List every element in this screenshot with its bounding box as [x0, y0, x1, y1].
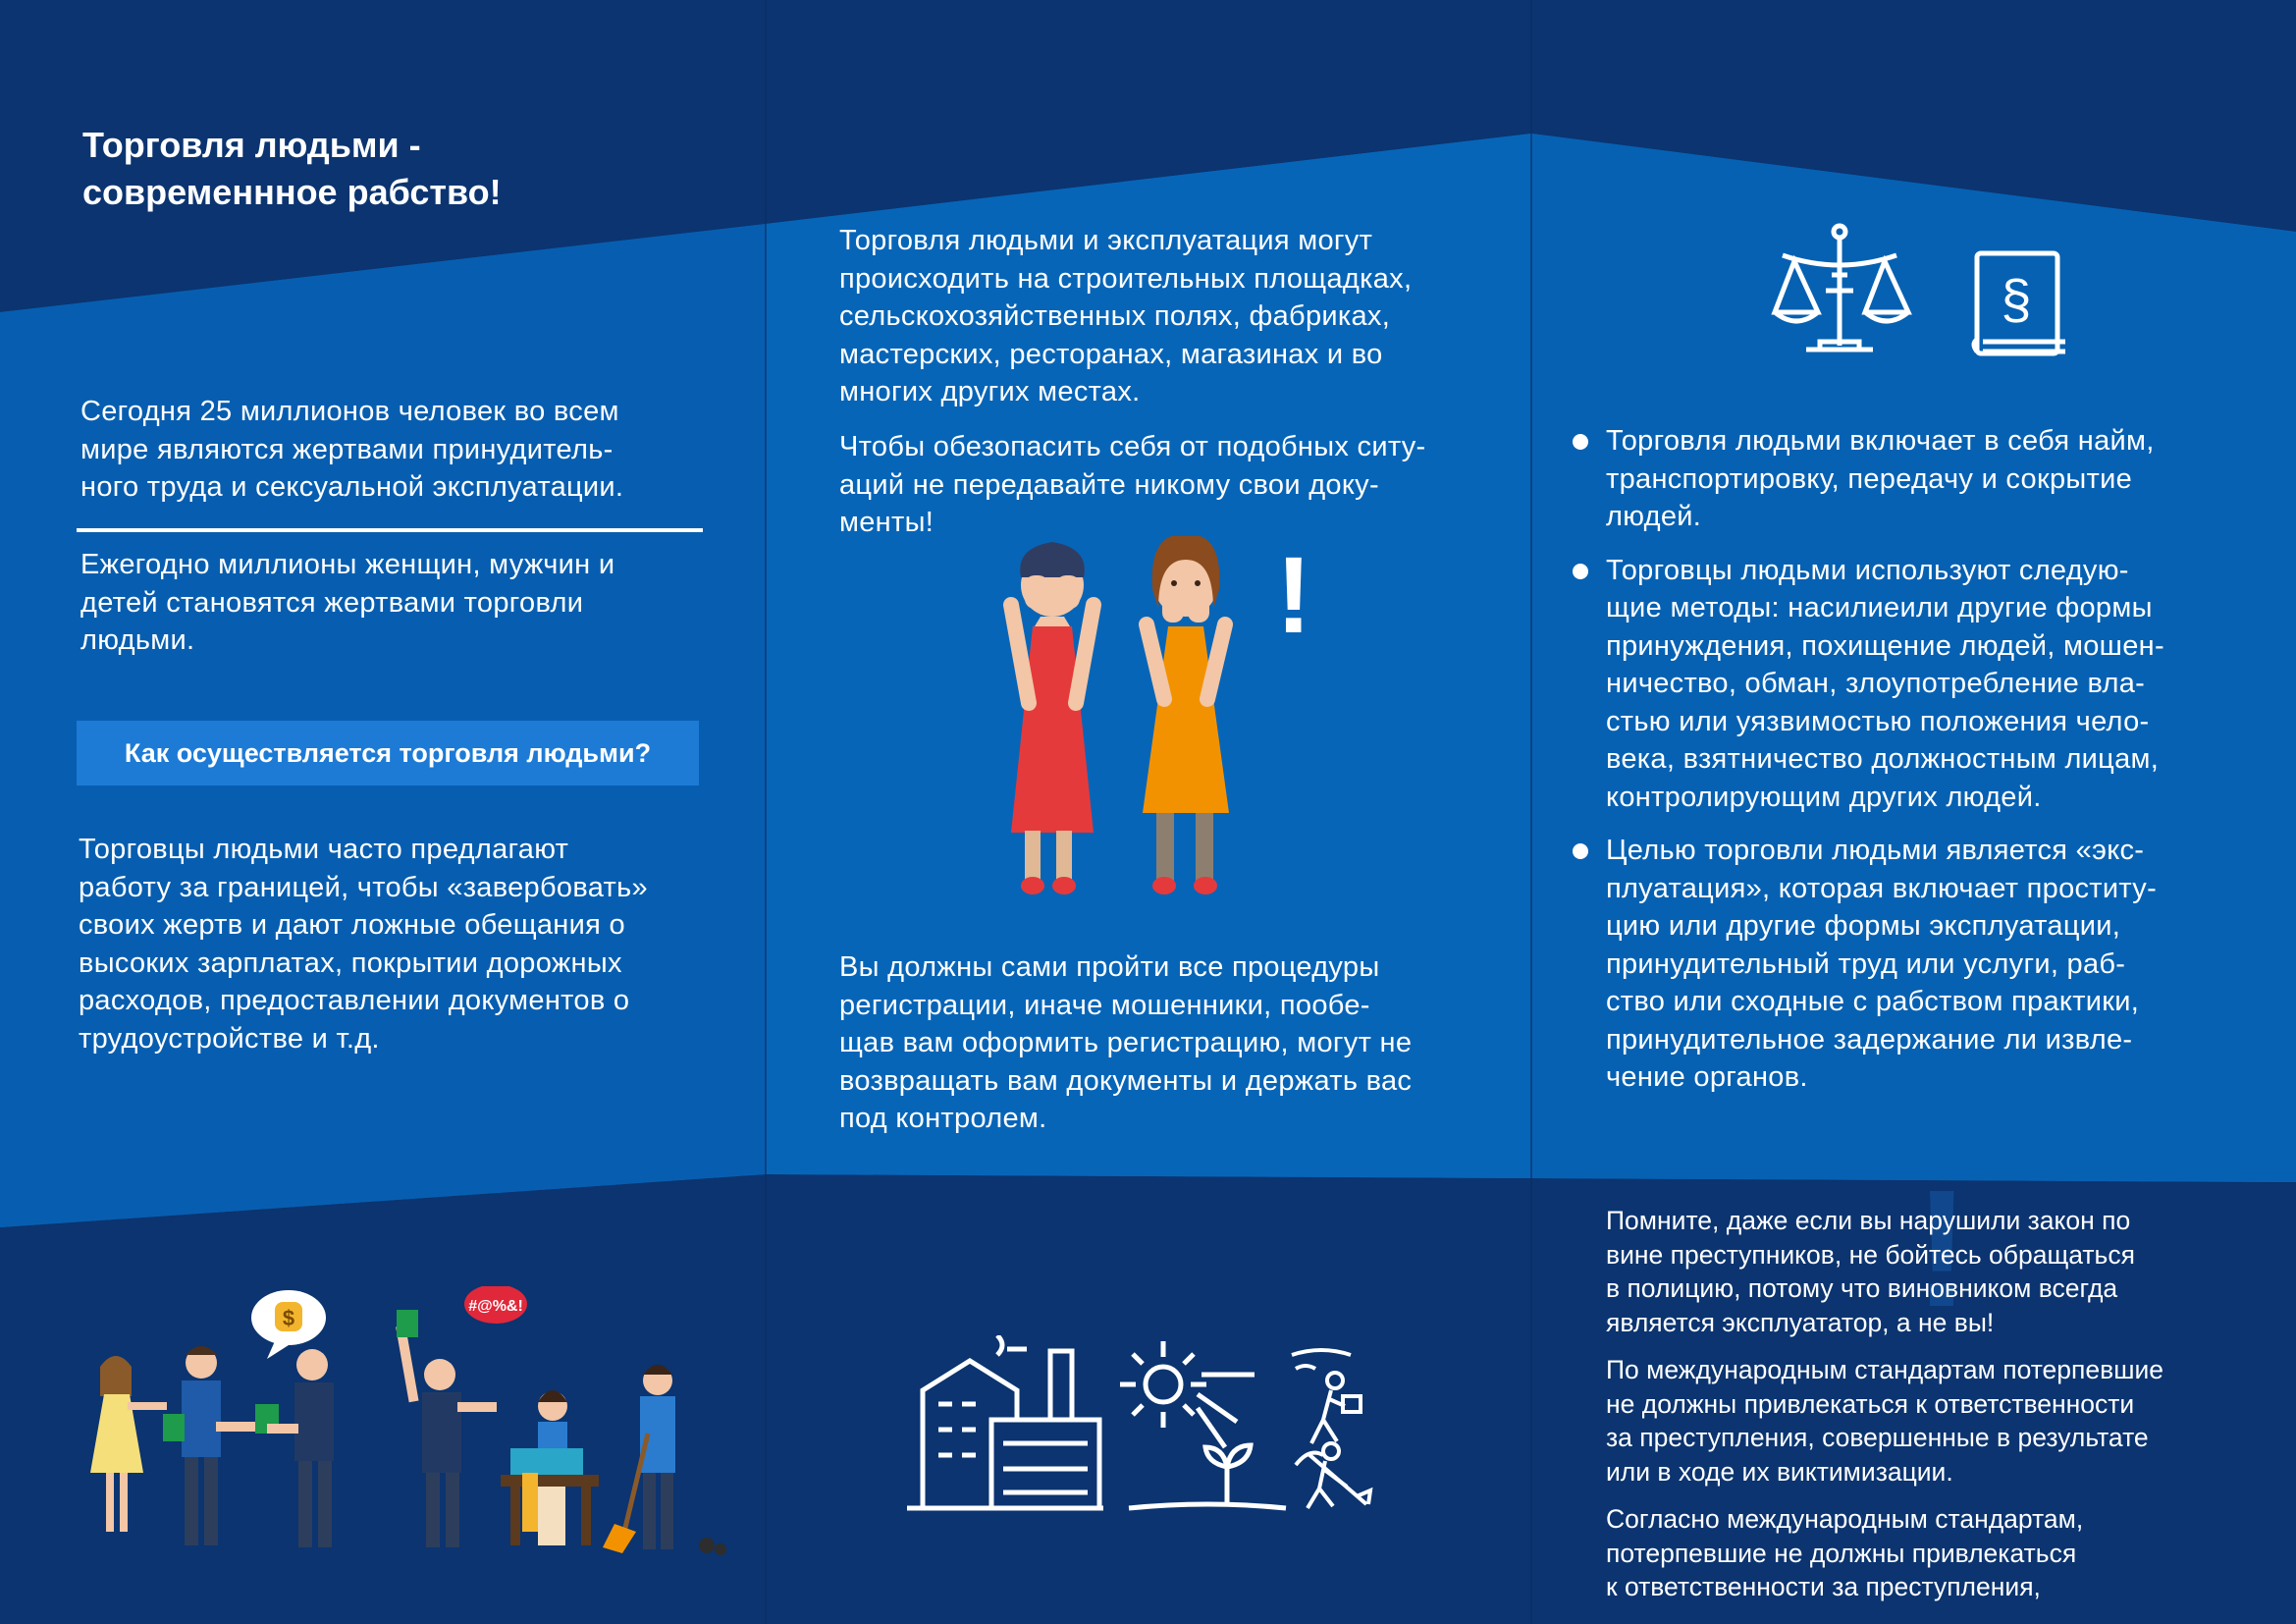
- page-title: [82, 122, 502, 216]
- text-line: века, взятничество должностным лицам,: [1606, 743, 2160, 775]
- text-line: не должны привлекаться к ответственности: [1606, 1388, 2135, 1419]
- text-line: мастерских, ресторанах, магазинах и во: [839, 338, 1383, 370]
- text-line: трудоустройстве и т.д.: [79, 1022, 380, 1055]
- text-line: за преступления, совершенные в результате: [1606, 1423, 2149, 1452]
- scales-of-justice-icon: [1775, 226, 1908, 350]
- bullet-dot: [1573, 434, 1588, 450]
- places-paragraph: [839, 222, 1458, 411]
- text-line: Торговля людьми и эксплуатация могут: [839, 225, 1373, 256]
- text-line: По международным стандартам потерпевшие: [1606, 1355, 2164, 1384]
- divider: [77, 528, 703, 532]
- text-line: вине преступников, не бойтесь обращаться: [1606, 1239, 2135, 1270]
- text-line: менты!: [839, 507, 934, 538]
- text-line: работу за границей, чтобы «завербовать»: [79, 871, 648, 903]
- svg-text:!: !: [1914, 1156, 1970, 1342]
- text-line: ного труда и сексуальной эксплуатации.: [80, 471, 624, 503]
- text-line: транспортировку, передачу и сокрытие: [1606, 462, 2133, 495]
- text-line: людей.: [1606, 501, 1702, 532]
- text-line: является эксплуататор, а не вы!: [1606, 1307, 1995, 1337]
- paragraph-symbol: §: [2001, 268, 2032, 330]
- cleaner-figure: [603, 1365, 726, 1555]
- text-line: в полицию, потому что виновником всегда: [1606, 1273, 2118, 1303]
- workplace-icons: [903, 1335, 1394, 1522]
- law-book-icon: [1974, 253, 2065, 353]
- text-line: сельскохозяйственных полях, фабриках,: [839, 300, 1391, 332]
- facts-list: [1606, 422, 2226, 1112]
- yearly-paragraph: [80, 546, 699, 660]
- text-line: мире являются жертвами принудитель-: [80, 433, 614, 465]
- text-line: потерпевшие не должны привлекаться: [1606, 1538, 2077, 1568]
- text-line: контролирующим других людей.: [1606, 781, 2042, 813]
- text-line: регистрации, иначе мошенники, пообе-: [839, 989, 1370, 1021]
- bullet-dot: [1573, 843, 1588, 859]
- text-line: расходов, предоставлении документов о: [79, 985, 630, 1016]
- text-line: Ежегодно миллионы женщин, мужчин и: [80, 549, 615, 580]
- man-figure: [267, 1349, 334, 1547]
- woman-figure: [90, 1356, 167, 1532]
- text-line: к ответственности за преступления,: [1606, 1572, 2041, 1601]
- text-line: Торговцы людьми часто предлагают: [79, 834, 569, 865]
- text-line: чение органов.: [1606, 1061, 1808, 1093]
- text-line: Торговля людьми включает в себя найм,: [1606, 425, 2155, 457]
- text-line: Согласно международным стандартам,: [1606, 1504, 2084, 1534]
- text-line: Торговцы людьми используют следую-: [1606, 554, 2129, 586]
- text-line: щие методы: насилиеили другие формы: [1606, 592, 2153, 623]
- fact-bullet: [1606, 832, 2226, 1097]
- angry-man-figure: [396, 1310, 497, 1547]
- question-banner: Как осуществляется торговля людьми?: [77, 721, 699, 785]
- text-line: ство или сходные с рабством практики,: [1606, 986, 2140, 1017]
- text-line: Чтобы обезопасить себя от подобных ситу-: [839, 431, 1426, 462]
- text-line: возвращать вам документы и держать вас: [839, 1064, 1413, 1097]
- text-line: Сегодня 25 миллионов человек во всем: [80, 396, 619, 427]
- remember-paragraph: [1606, 1204, 2254, 1339]
- text-line: происходить на строительных площадках,: [839, 262, 1413, 295]
- sun-field-icon: [1120, 1341, 1286, 1508]
- title-line: современнное рабство!: [82, 172, 502, 212]
- girl-covering-mouth: [1143, 536, 1229, 894]
- text-line: аций не передавайте никому свои доку-: [839, 468, 1379, 501]
- people-illustration: [79, 1286, 746, 1571]
- standards-paragraph-2: [1606, 1502, 2254, 1604]
- text-line: цию или другие формы эксплуатации,: [1606, 910, 2121, 942]
- money-bubble: [251, 1290, 326, 1359]
- text-line: детей становятся жертвами торговли: [80, 586, 584, 619]
- swear-bubble: [464, 1286, 527, 1324]
- text-line: людьми.: [80, 624, 195, 656]
- text-line: плуатация», которая включает проститу-: [1606, 872, 2158, 904]
- girl-covering-eyes: [1011, 542, 1094, 894]
- recruitment-paragraph: [79, 831, 699, 1057]
- text-line: многих других местах.: [839, 376, 1141, 407]
- text-line: Целью торговли людьми является «экс-: [1606, 835, 2145, 866]
- swear-text: #@%&!: [468, 1298, 523, 1315]
- title-line: Торговля людьми -: [82, 125, 421, 165]
- text-line: щав вам оформить регистрацию, могут не: [839, 1027, 1413, 1058]
- worker-digging-icon: [1296, 1443, 1370, 1508]
- standards-paragraph: [1606, 1353, 2273, 1489]
- intro-paragraph: [80, 393, 699, 507]
- worker-carrying-icon: [1292, 1350, 1361, 1443]
- bullet-dot: [1573, 564, 1588, 579]
- text-line: своих жертв и дают ложные обещания о: [79, 909, 625, 941]
- text-line: или в ходе их виктимизации.: [1606, 1456, 1953, 1487]
- text-line: ничество, обман, злоупотребление вла-: [1606, 668, 2146, 699]
- text-line: принудительное задержание ли извле-: [1606, 1023, 2133, 1056]
- registration-paragraph: [839, 948, 1458, 1138]
- text-line: высоких зарплатах, покрытии дорожных: [79, 947, 622, 979]
- text-line: Помните, даже если вы нарушили закон по: [1606, 1206, 2131, 1235]
- fact-bullet: [1606, 552, 2226, 817]
- two-girls-illustration: [982, 536, 1335, 909]
- factory-icon: [907, 1335, 1103, 1508]
- protect-paragraph: [839, 428, 1458, 542]
- man-figure: [163, 1346, 265, 1545]
- legal-icons: [1767, 222, 2081, 369]
- text-line: Вы должны сами пройти все процедуры: [839, 951, 1380, 983]
- text-line: стью или уязвимостью положения чело-: [1606, 705, 2150, 737]
- exclamation-mark: !: [1275, 536, 1312, 656]
- text-line: принуждения, похищение людей, мошен-: [1606, 629, 2164, 662]
- text-line: принудительный труд или услуги, раб-: [1606, 947, 2126, 980]
- seamstress-figure: [501, 1390, 599, 1545]
- fact-bullet: [1606, 422, 2226, 536]
- text-line: под контролем.: [839, 1103, 1047, 1134]
- money-symbol: $: [282, 1306, 295, 1330]
